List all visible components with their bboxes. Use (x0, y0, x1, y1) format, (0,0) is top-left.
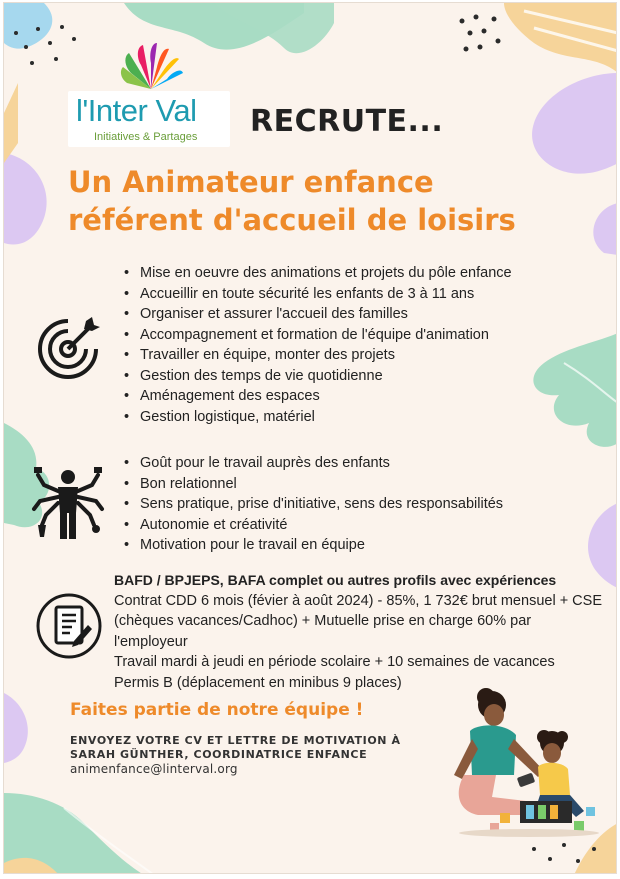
contract-details: Contrat CDD 6 mois (févier à août 2024) - 85%, 1 732€ brut mensuel + CSE (chèques vacances/Cadhoc) + Mutuelle prise en charge 60% par l'employeur (114, 592, 603, 650)
conditions-block (114, 570, 604, 693)
list-item: • Travailler en équipe, monter des projets (122, 345, 512, 366)
list-item: • Sens pratique, prise d'initiative, sens des responsabilités (122, 494, 503, 515)
conditions-heading: BAFD / BPJEPS, BAFA complet ou autres profils avec expériences (114, 572, 557, 588)
list-item: • Accueillir en toute sécurité les enfants de 3 à 11 ans (122, 284, 512, 305)
list-item: • Bon relationnel (122, 474, 503, 495)
job-title-line-1: Un Animateur enfance (68, 165, 434, 199)
multitasking-person-icon (30, 463, 106, 543)
job-title-line-2: référent d'accueil de loisirs (68, 203, 516, 237)
recrute-heading: RECRUTE... (250, 104, 444, 139)
recruitment-flyer (3, 2, 617, 874)
logo (68, 91, 230, 147)
target-icon (34, 315, 102, 383)
list-item: • Autonomie et créativité (122, 515, 503, 536)
logo-name: l'Inter Val (76, 93, 197, 128)
list-item: • Mise en oeuvre des animations et projets du pôle enfance (122, 263, 512, 284)
profile-list (122, 453, 503, 556)
logo-flower-icon (116, 41, 186, 91)
list-item: • Motivation pour le travail en équipe (122, 535, 503, 556)
license-details: Permis B (déplacement en minibus 9 places) (114, 674, 402, 691)
list-item: • Gestion des temps de vie quotidienne (122, 366, 512, 387)
list-item: • Accompagnement et formation de l'équipe d'animation (122, 325, 512, 346)
schedule-details: Travail mardi à jeudi en période scolaire + 10 semaines de vacances (114, 654, 555, 670)
apply-line-1: ENVOYEZ VOTRE CV ET LETTRE DE MOTIVATION À (70, 734, 401, 747)
contact-email[interactable]: animenfance@linterval.org (70, 762, 238, 776)
job-title (68, 163, 516, 239)
list-item: • Gestion logistique, matériel (122, 407, 512, 428)
logo-tagline: Initiatives & Partages (94, 131, 198, 143)
list-item: • Goût pour le travail auprès des enfants (122, 453, 503, 474)
call-to-action: Faites partie de notre équipe ! (70, 700, 364, 720)
contract-document-icon (34, 591, 104, 661)
list-item: • Aménagement des espaces (122, 386, 512, 407)
apply-line-2: SARAH GÜNTHER, COORDINATRICE ENFANCE (70, 748, 368, 761)
adult-child-playing-illustration (434, 683, 604, 843)
missions-list (122, 263, 512, 427)
list-item: • Organiser et assurer l'accueil des familles (122, 304, 512, 325)
application-info (70, 734, 401, 776)
